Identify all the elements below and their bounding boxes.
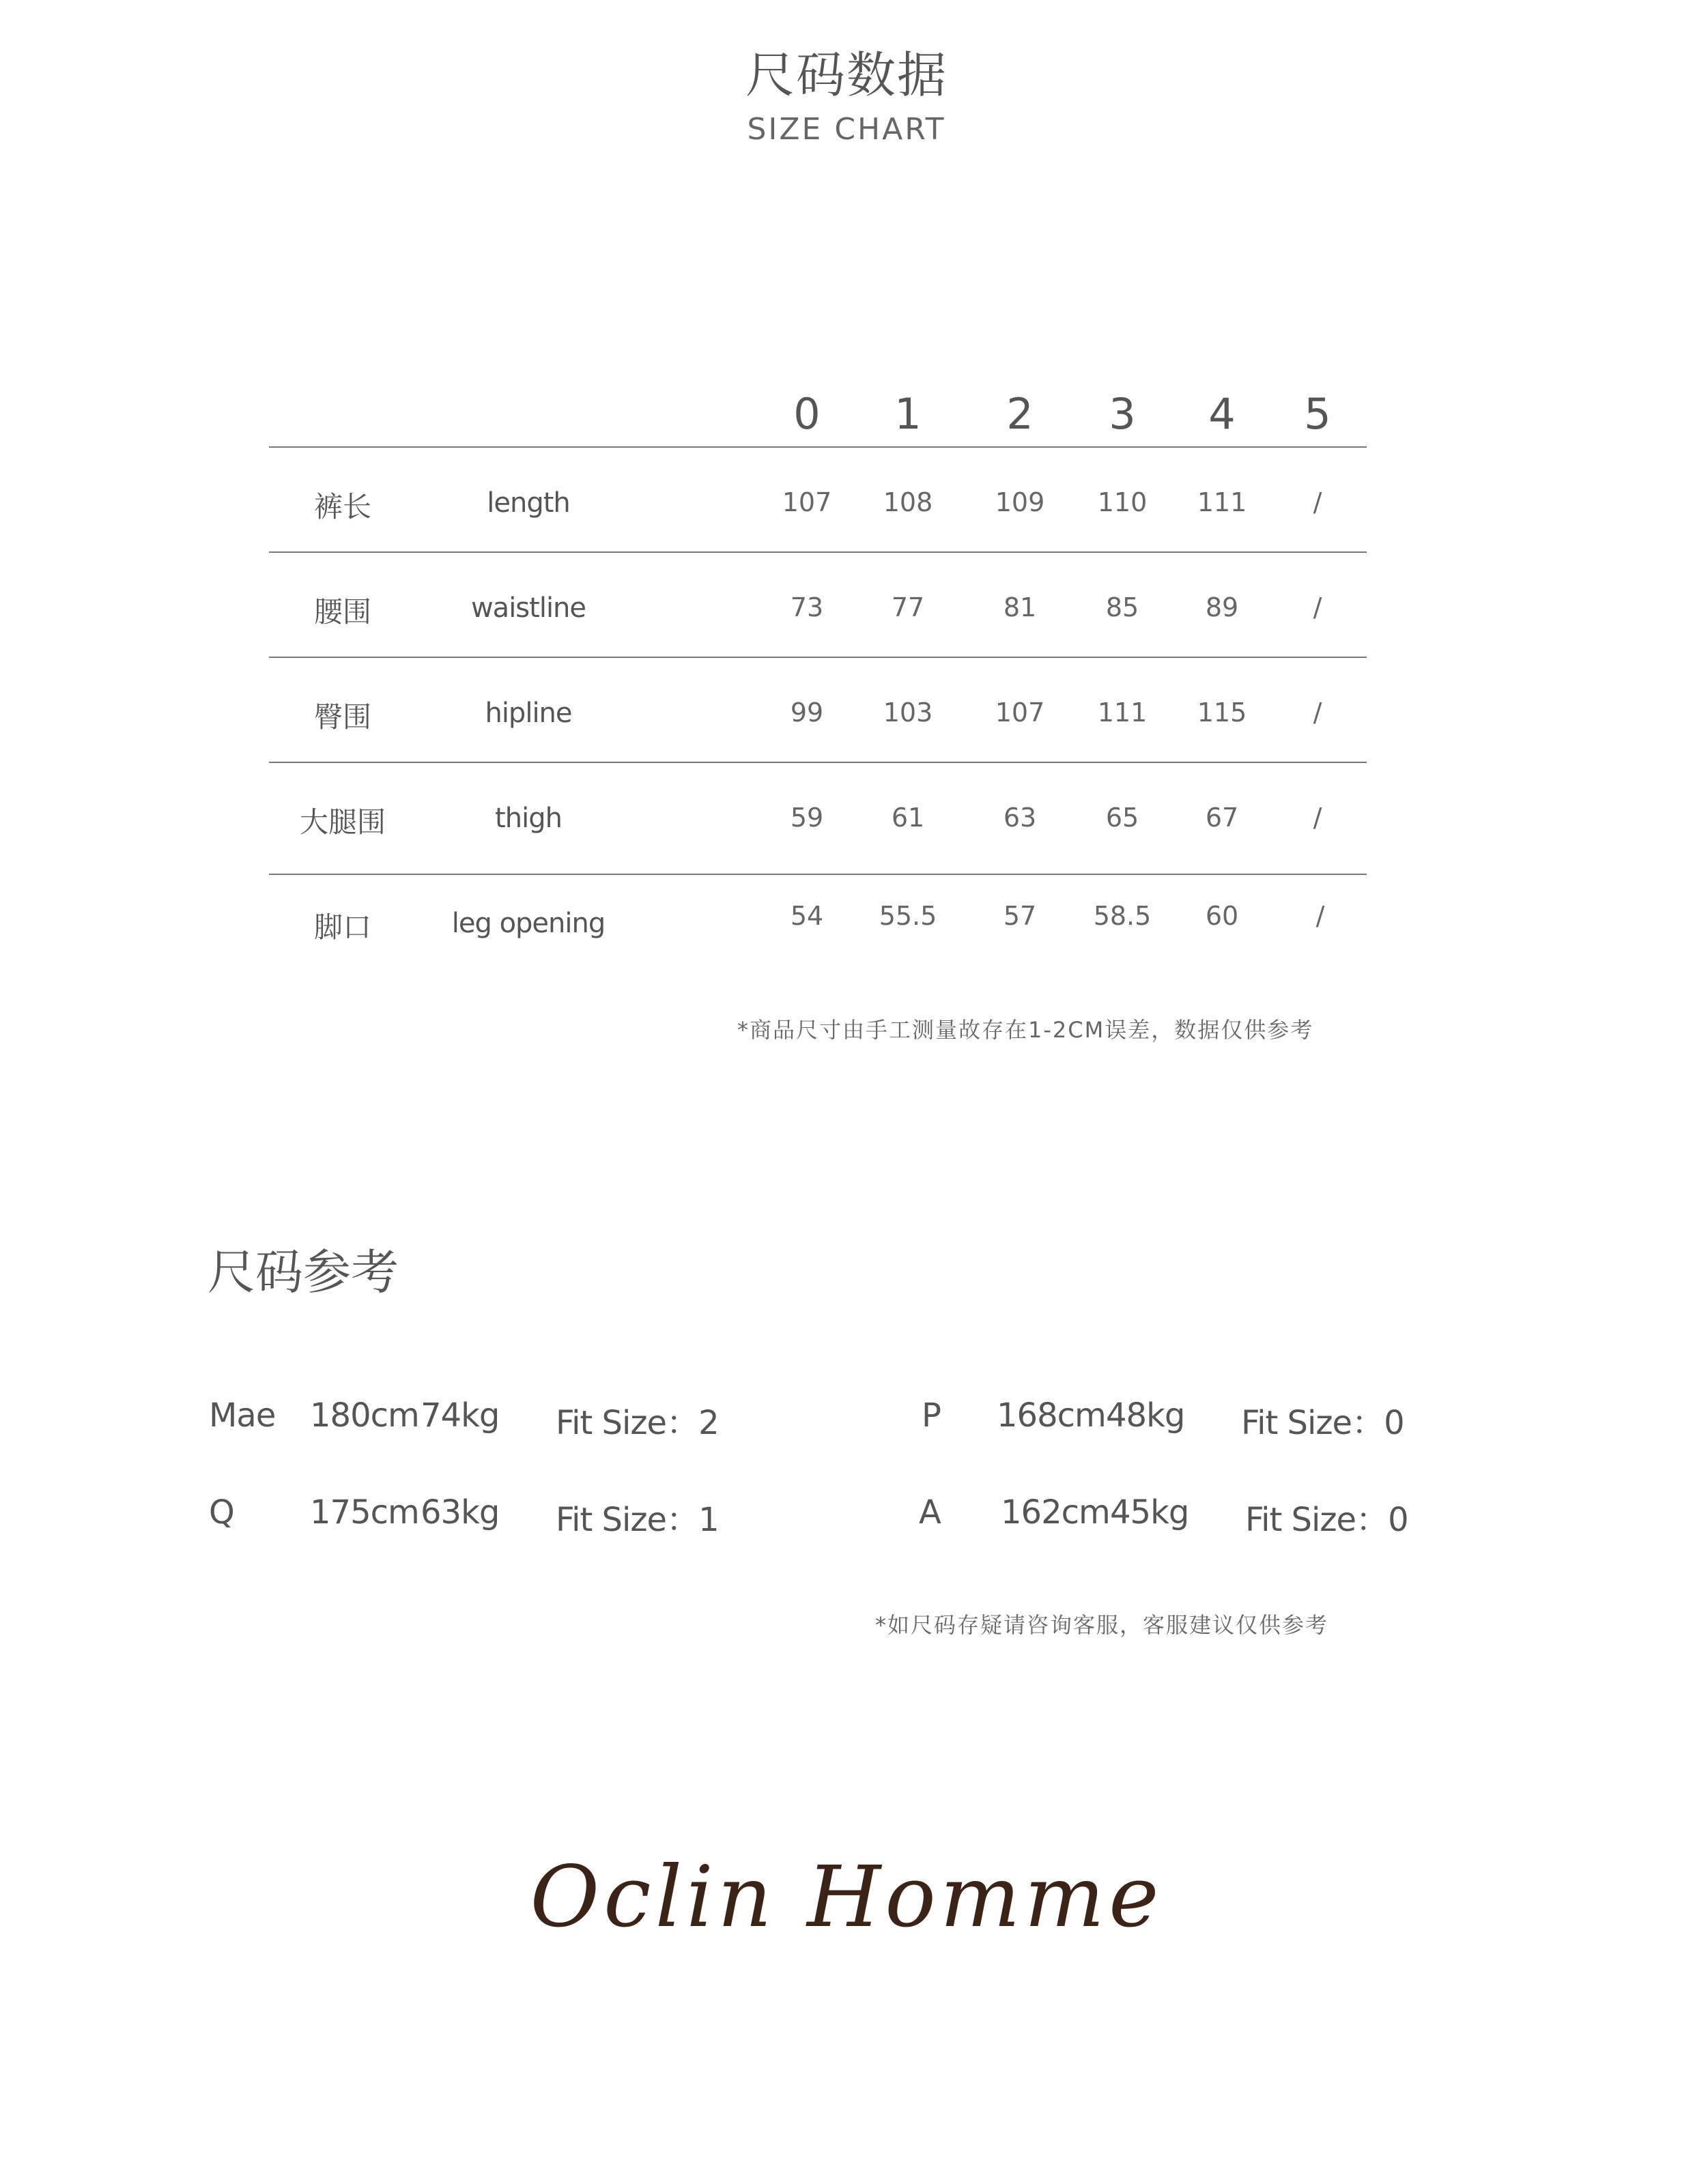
table-cell: 108 — [883, 487, 933, 517]
row-label-cn: 脚口 — [313, 910, 371, 944]
table-cell: 107 — [995, 698, 1045, 728]
table-row — [269, 448, 1367, 551]
table-cell: / — [1313, 803, 1322, 833]
table-cell: 61 — [891, 803, 925, 833]
table-cell: 109 — [995, 487, 1045, 517]
page-title: 尺码数据 — [745, 46, 948, 104]
model-name: P — [922, 1396, 941, 1435]
table-cell: 58.5 — [1093, 901, 1152, 931]
table-cell: 115 — [1197, 698, 1247, 728]
table-cell: 65 — [1105, 803, 1139, 833]
model-name: A — [919, 1493, 941, 1532]
table-cell: 59 — [790, 803, 824, 833]
model-fit-size: Fit Size：2 — [556, 1404, 719, 1442]
table-cell: / — [1313, 487, 1322, 517]
model-height: 162cm — [1001, 1493, 1110, 1532]
model-fit-size: Fit Size：0 — [1241, 1404, 1404, 1442]
row-label-en: length — [487, 487, 570, 519]
table-cell: 67 — [1205, 803, 1239, 833]
row-label-en: thigh — [495, 803, 562, 834]
model-height: 175cm — [310, 1493, 419, 1532]
table-cell: 111 — [1197, 487, 1247, 517]
table-row — [269, 875, 1367, 979]
table-row — [269, 658, 1367, 762]
service-note: *如尺码存疑请咨询客服，客服建议仅供参考 — [875, 1612, 1329, 1638]
table-cell: / — [1313, 698, 1322, 728]
table-cell: 89 — [1205, 592, 1239, 622]
table-cell: 110 — [1097, 487, 1148, 517]
size-header-row — [269, 369, 1367, 446]
size-header: 1 — [894, 389, 922, 439]
row-label-en: waistline — [470, 592, 586, 624]
table-cell: 63 — [1003, 803, 1037, 833]
table-cell: / — [1313, 592, 1322, 622]
size-header: 0 — [793, 389, 821, 439]
table-cell: 85 — [1105, 592, 1139, 622]
size-reference-title: 尺码参考 — [208, 1244, 399, 1300]
table-cell: 54 — [790, 901, 824, 931]
model-height: 180cm — [310, 1396, 419, 1435]
model-name: Mae — [209, 1396, 276, 1435]
table-cell: 55.5 — [879, 901, 937, 931]
table-cell: 81 — [1003, 592, 1037, 622]
size-header: 4 — [1208, 389, 1236, 439]
model-fit-size: Fit Size：0 — [1245, 1501, 1408, 1539]
table-row — [269, 763, 1367, 874]
row-label-cn: 裤长 — [313, 490, 371, 523]
table-cell: 77 — [891, 592, 925, 622]
model-weight: 74kg — [421, 1396, 500, 1435]
page-subtitle: SIZE CHART — [747, 112, 946, 147]
table-cell: 99 — [790, 698, 824, 728]
table-cell: 107 — [782, 487, 832, 517]
model-weight: 48kg — [1106, 1396, 1185, 1435]
table-cell: 57 — [1003, 901, 1037, 931]
table-cell: / — [1315, 901, 1325, 931]
table-cell: 103 — [883, 698, 933, 728]
row-label-en: leg opening — [451, 908, 606, 939]
table-cell: 73 — [790, 592, 824, 622]
model-height: 168cm — [997, 1396, 1106, 1435]
row-label-cn: 大腿围 — [299, 805, 386, 839]
table-cell: 111 — [1097, 698, 1148, 728]
table-row — [269, 553, 1367, 657]
row-label-cn: 臀围 — [313, 700, 371, 734]
brand-logo: Oclin Homme — [530, 1848, 1163, 1946]
measurement-note: *商品尺寸由手工测量故存在1-2CM误差，数据仅供参考 — [737, 1017, 1314, 1043]
row-label-en: hipline — [485, 698, 572, 729]
size-header: 3 — [1109, 389, 1136, 439]
model-weight: 63kg — [421, 1493, 500, 1532]
row-label-cn: 腰围 — [313, 595, 371, 629]
size-chart-table — [269, 369, 1367, 979]
model-weight: 45kg — [1110, 1493, 1189, 1532]
size-header: 5 — [1304, 389, 1331, 439]
size-header: 2 — [1006, 389, 1034, 439]
table-cell: 60 — [1205, 901, 1239, 931]
model-fit-size: Fit Size：1 — [556, 1501, 719, 1539]
model-name: Q — [209, 1493, 234, 1532]
